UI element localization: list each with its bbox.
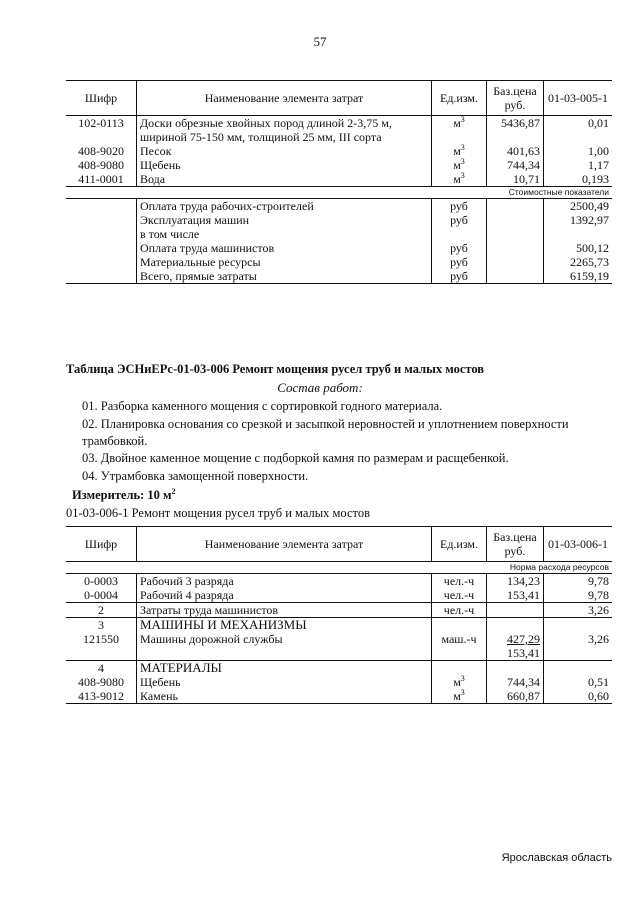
summary-row: [66, 199, 612, 214]
row-price: 744,34: [487, 158, 544, 172]
row-price-secondary: 153,41: [507, 646, 540, 660]
table-row: [66, 574, 612, 589]
header-unit: Ед.изм.: [432, 81, 487, 116]
row-value: 1,00: [588, 144, 609, 158]
row-price: 134,23: [487, 574, 544, 589]
row-price: [487, 632, 544, 661]
header-code: Шифр: [66, 81, 137, 116]
section-label-row: [66, 562, 612, 574]
row-value: 9,78: [588, 588, 609, 602]
row-name: Вода: [137, 172, 432, 187]
cost-table-01-03-006: [66, 526, 612, 704]
row-price: 5436,87: [487, 116, 544, 145]
section-label: Стоимостные показатели: [487, 187, 613, 199]
table-header: [66, 81, 612, 116]
summary-value: 1392,97: [570, 213, 609, 227]
group-name: МАШИНЫ И МЕХАНИЗМЫ: [137, 618, 432, 633]
summary-value: 2265,73: [570, 255, 609, 269]
table-header: [66, 527, 612, 562]
summary-row: [66, 255, 612, 269]
table-row: [66, 172, 612, 187]
row-code: 121550: [66, 632, 137, 661]
group-code: 4: [66, 661, 137, 676]
meter-label: Измеритель: 10 $м^2$: [72, 486, 176, 502]
row-unit: маш.-ч: [432, 632, 487, 661]
summary-value: 2500,49: [570, 199, 609, 213]
row-code: 2: [66, 603, 137, 618]
row-name: Доски обрезные хвойных пород длиной 2-3,75 м, шириной 75-150 мм, толщиной 25 мм, III сорта: [137, 116, 432, 145]
row-price: 401,63: [487, 144, 544, 158]
group-row: [66, 618, 612, 633]
table-row: [66, 689, 612, 704]
summary-row: [66, 227, 612, 241]
section-label: Норма расхода ресурсов: [487, 562, 613, 574]
row-value: 0,193: [582, 172, 609, 186]
header-name: Наименование элемента затрат: [137, 527, 432, 562]
row-value: 3,26: [588, 632, 609, 646]
section-title: Таблица ЭСНиЕРс-01-03-006 Ремонт мощения русел труб и малых мостов: [66, 362, 485, 376]
row-code: 408-9020: [66, 144, 137, 158]
row-unit: чел.-ч: [432, 603, 487, 618]
row-price: 660,87: [487, 689, 544, 704]
row-value: 0,51: [588, 675, 609, 689]
row-code: 102-0113: [66, 116, 137, 145]
footer-region: Ярославская область: [501, 852, 612, 864]
row-unit: чел.-ч: [432, 588, 487, 603]
summary-name: в том числе: [137, 227, 432, 241]
row-price: [487, 603, 544, 618]
work-item: 01. Разборка каменного мощения с сортировкой годного материала.: [82, 399, 443, 413]
summary-unit: руб: [432, 199, 487, 214]
row-code: 413-9012: [66, 689, 137, 704]
row-code: 411-0001: [66, 172, 137, 187]
row-code: 0-0004: [66, 588, 137, 603]
page-number: 57: [313, 34, 327, 49]
row-value: 1,17: [588, 158, 609, 172]
work-item: 04. Утрамбовка замощенной поверхности.: [82, 469, 309, 483]
work-item: 03. Двойное каменное мощение с подборкой камня по размерам и расщебенкой.: [82, 451, 509, 465]
row-value: 0,60: [544, 689, 613, 704]
summary-unit: руб: [432, 269, 487, 284]
row-name: Щебень: [137, 675, 432, 689]
table-row: [66, 632, 612, 661]
row-price-main: 427,29: [507, 632, 540, 646]
row-price: 744,34: [487, 675, 544, 689]
row-code: 408-9080: [66, 675, 137, 689]
header-price: Баз.цена руб.: [487, 527, 544, 562]
row-unit: $м^3$: [432, 116, 487, 145]
table-row: [66, 116, 612, 145]
row-unit: $м^3$: [432, 675, 487, 689]
row-name: Затраты труда машинистов: [137, 603, 432, 618]
table-row: [66, 603, 612, 618]
header-name: Наименование элемента затрат: [137, 81, 432, 116]
summary-row: [66, 241, 612, 255]
row-value: 3,26: [544, 603, 613, 618]
header-unit: Ед.изм.: [432, 527, 487, 562]
summary-row: [66, 269, 612, 284]
summary-name: Оплата труда рабочих-строителей: [137, 199, 432, 214]
row-unit: $м^3$: [432, 158, 487, 172]
summary-name: Материальные ресурсы: [137, 255, 432, 269]
header-code-column: 01-03-005-1: [544, 81, 613, 116]
summary-unit: руб: [432, 213, 487, 227]
row-unit: $м^3$: [432, 172, 487, 187]
header-code: Шифр: [66, 527, 137, 562]
row-name: Песок: [137, 144, 432, 158]
row-value: 9,78: [588, 574, 609, 588]
header-code-column: 01-03-006-1: [544, 527, 613, 562]
summary-name: Всего, прямые затраты: [137, 269, 432, 284]
table-row: [66, 158, 612, 172]
row-code: 0-0003: [66, 574, 137, 589]
table-row: [66, 588, 612, 603]
work-item: 02. Планировка основания со срезкой и засыпкой неровностей и уплотнением поверхности трамбовкой.: [82, 417, 569, 448]
table-row: [66, 144, 612, 158]
group-row: [66, 661, 612, 676]
row-name: Машины дорожной службы: [137, 632, 432, 661]
row-name: Рабочий 4 разряда: [137, 588, 432, 603]
row-price: 10,71: [487, 172, 544, 187]
section-label-row: [66, 187, 612, 199]
row-price: 153,41: [487, 588, 544, 603]
group-code: 3: [66, 618, 137, 633]
sub-heading: 01-03-006-1 Ремонт мощения русел труб и малых мостов: [66, 506, 370, 520]
summary-value: 6159,19: [544, 269, 613, 284]
summary-name: Эксплуатация машин: [137, 213, 432, 227]
row-name: Рабочий 3 разряда: [137, 574, 432, 589]
row-name: Щебень: [137, 158, 432, 172]
row-value: 0,01: [588, 116, 609, 130]
header-price: Баз.цена руб.: [487, 81, 544, 116]
table-row: [66, 675, 612, 689]
summary-unit: руб: [432, 241, 487, 255]
section-subtitle: Состав работ:: [277, 380, 363, 395]
cost-table-01-03-005: [66, 80, 612, 284]
row-code: 408-9080: [66, 158, 137, 172]
summary-row: [66, 213, 612, 227]
row-unit: $м^3$: [432, 689, 487, 704]
summary-value: 500,12: [576, 241, 609, 255]
summary-name: Оплата труда машинистов: [137, 241, 432, 255]
row-name: Камень: [137, 689, 432, 704]
row-unit: чел.-ч: [432, 574, 487, 589]
row-unit: $м^3$: [432, 144, 487, 158]
summary-unit: руб: [432, 255, 487, 269]
group-name: МАТЕРИАЛЫ: [137, 661, 432, 676]
